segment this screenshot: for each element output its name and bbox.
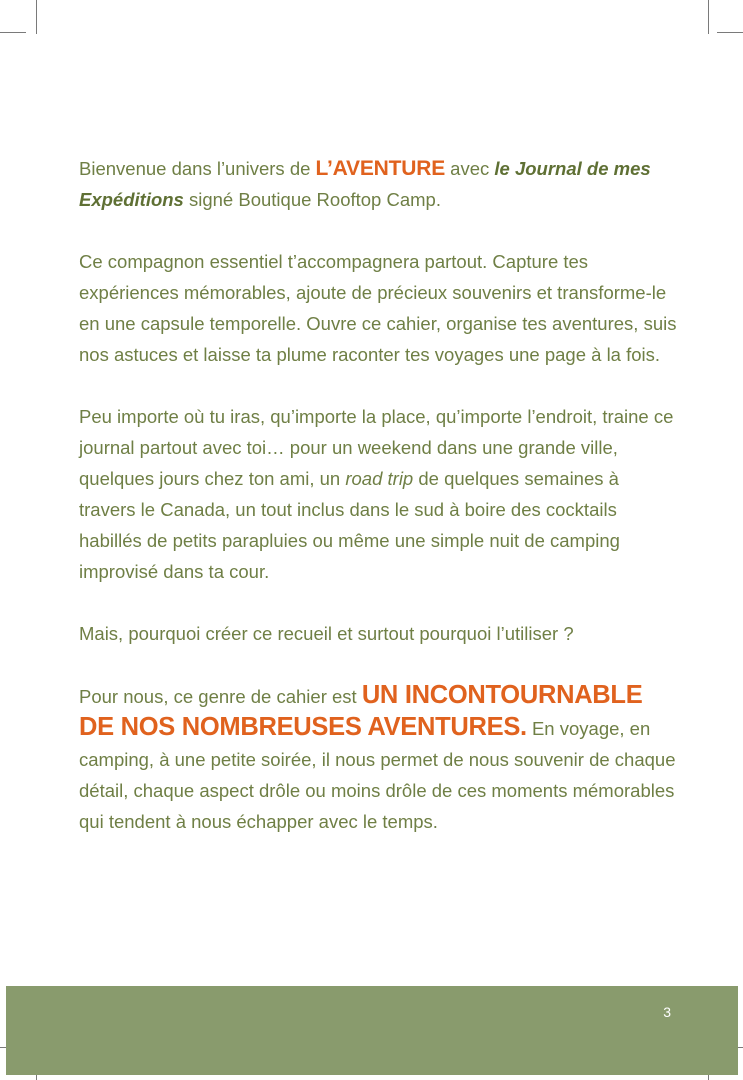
journal-title: le Journal de mes Expéditions xyxy=(79,158,651,210)
crop-mark-top-right xyxy=(717,32,743,33)
crop-mark-top-left xyxy=(0,32,26,33)
footer-band xyxy=(6,986,738,1075)
crop-mark-top-left xyxy=(36,0,37,34)
intro-text-middle: avec xyxy=(445,158,495,179)
intro-paragraph xyxy=(79,153,679,215)
page-number: 3 xyxy=(663,1004,671,1020)
essential-text-start: Pour nous, ce genre de cahier est xyxy=(79,686,362,707)
anywhere-paragraph xyxy=(79,401,679,587)
essential-paragraph xyxy=(79,680,679,837)
road-trip-italic: road trip xyxy=(345,468,414,489)
essential-text-end: En voyage, en camping, à une petite soirée, il nous permet de nous souvenir de chaque détail, chaque aspect drôle ou moins drôle de ces moments mémorables qui tendent à nous échapper avec le temps. xyxy=(79,718,676,832)
page-body-text xyxy=(79,153,679,837)
anywhere-text-end: de quelques semaines à travers le Canada, un tout inclus dans le sud à boire des cocktails habillés de petits parapluies ou même une simple nuit de camping improvisé dans ta cour. xyxy=(79,468,620,582)
intro-text-start: Bienvenue dans l’univers de xyxy=(79,158,316,179)
essential-highlight: UN INCONTOURNABLE DE NOS NOMBREUSES AVENTURES. xyxy=(79,681,643,741)
companion-paragraph: Ce compagnon essentiel t’accompagnera partout. Capture tes expériences mémorables, ajoute de précieux souvenirs et transforme-le en une capsule temporelle. Ouvre ce cahier, organise tes aventures, suis nos astuces et laisse ta plume raconter tes voyages une page à la fois. xyxy=(79,251,677,365)
intro-text-end: signé Boutique Rooftop Camp. xyxy=(183,189,441,210)
question-paragraph: Mais, pourquoi créer ce recueil et surtout pourquoi l’utiliser ? xyxy=(79,623,574,644)
anywhere-text-start: Peu importe où tu iras, qu’importe la place, qu’importe l’endroit, traine ce journal partout avec toi… pour un weekend dans une grande ville, quelques jours chez ton ami, un xyxy=(79,406,674,489)
adventure-highlight: L’AVENTURE xyxy=(315,157,446,180)
crop-mark-top-right xyxy=(708,0,709,34)
